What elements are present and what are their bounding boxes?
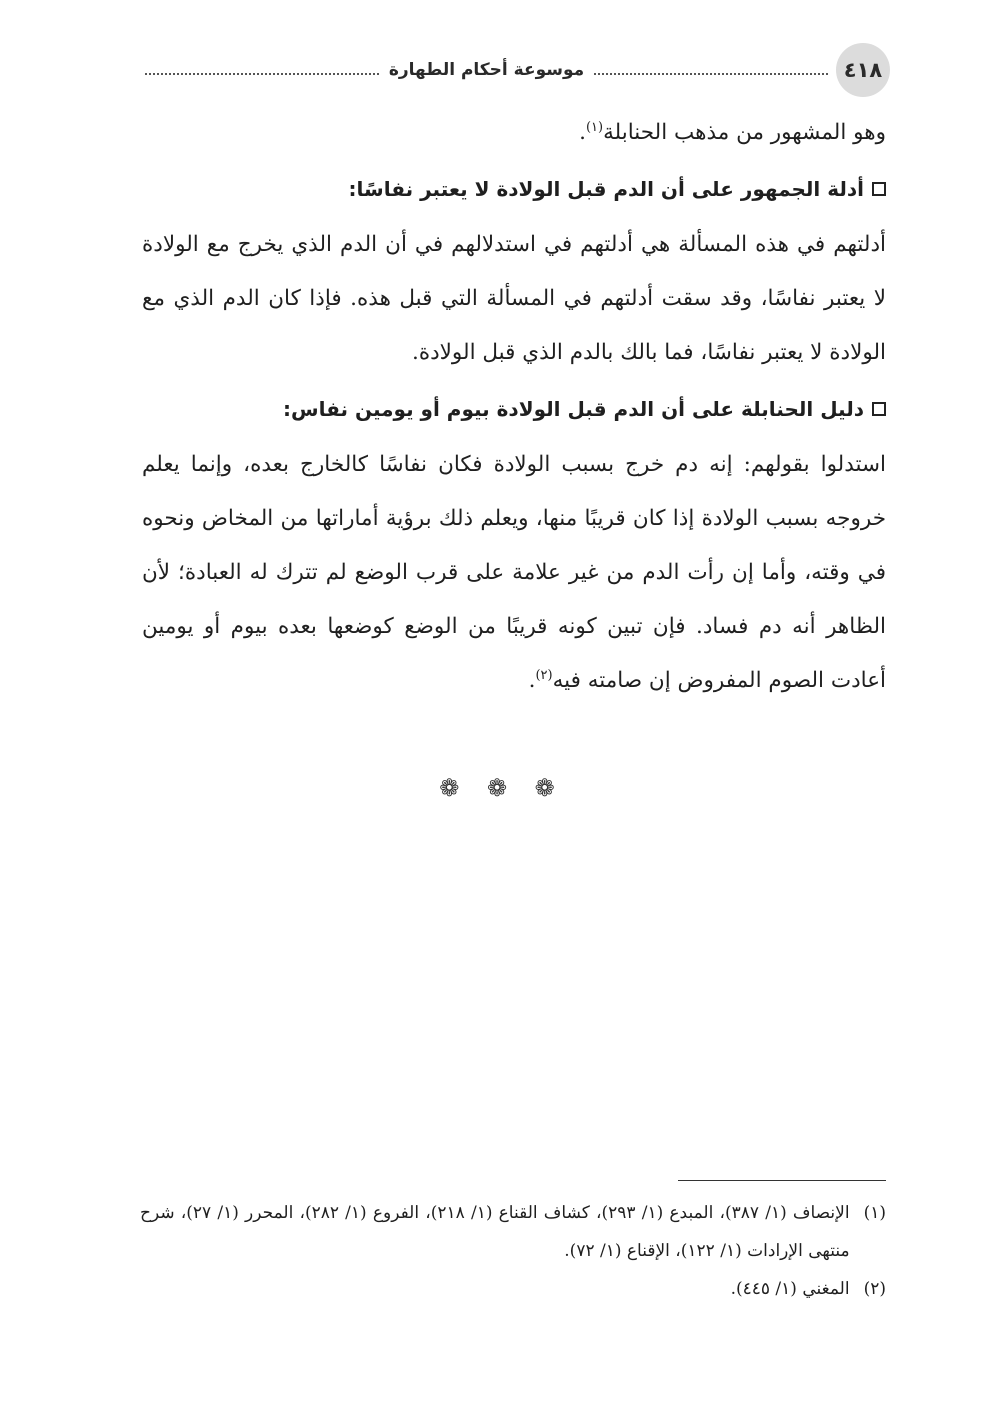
section-divider-ornament: ❁ ❁ ❁ <box>439 774 565 802</box>
header-dots-right <box>594 73 828 75</box>
book-title: موسوعة أحكام الطهارة <box>388 60 585 80</box>
square-bullet-icon <box>872 182 886 196</box>
opening-line-end: . <box>579 120 586 145</box>
paragraph-majority-evidence: أدلتهم في هذه المسألة هي أدلتهم في استدلالهم في أن الدم الذي يخرج مع الولادة لا يعتبر نفاسًا، وقد سقت أدلتهم في المسألة التي قبل هذه. فإذا كان الدم الذي مع الولادة لا يعتبر نفاسًا، فما بالك بالدم الذي قبل الولادة. <box>142 232 886 365</box>
section-heading-majority-text: أدلة الجمهور على أن الدم قبل الولادة لا يعتبر نفاسًا: <box>348 177 864 201</box>
section-heading-hanbali <box>142 380 886 438</box>
footnote-number: (٢) <box>863 1279 886 1299</box>
header-dots-left <box>145 73 379 75</box>
footnote-item <box>140 1194 886 1270</box>
header-title-line <box>145 57 828 83</box>
paragraph-hanbali-end: . <box>528 668 536 693</box>
footnote-number: (١) <box>863 1203 886 1223</box>
footnote-marker-1[interactable]: (١) <box>585 119 604 135</box>
footnote-marker-2[interactable]: (٢) <box>535 667 553 683</box>
footnote-separator <box>678 1180 886 1181</box>
section-heading-hanbali-text: دليل الحنابلة على أن الدم قبل الولادة بيوم أو يومين نفاس: <box>283 397 864 421</box>
page-header <box>145 43 890 99</box>
footnote-item <box>140 1270 886 1308</box>
footnotes-section <box>140 1194 886 1308</box>
paragraph-hanbali-evidence <box>142 438 886 708</box>
page-content <box>142 106 886 708</box>
section-heading-majority <box>142 160 886 218</box>
footnote-text: المغني (١/ ٤٤٥). <box>730 1279 850 1299</box>
footnote-text: الإنصاف (١/ ٣٨٧)، المبدع (١/ ٢٩٣)، كشاف القناع (١/ ٢١٨)، الفروع (١/ ٢٨٢)، المحرر (١/ ٢٧)، شرح منتهى الإرادات (١/ ١٢٢)، الإقناع (١/ ٧٢). <box>140 1203 850 1261</box>
page-number: ٤١٨ <box>836 43 890 97</box>
square-bullet-icon <box>872 402 886 416</box>
paragraph-hanbali-text: استدلوا بقولهم: إنه دم خرج بسبب الولادة فكان نفاسًا كالخارج بعده، وإنما يعلم خروجه بسبب الولادة إذا كان قريبًا منها، ويعلم ذلك برؤية أماراتها من المخاض ونحوه في وقته، وأما إن رأت الدم من غير علامة على قرب الوضع لم تترك له العبادة؛ لأن الظاهر أنه دم فساد. فإن تبين كونه قريبًا من الوضع كوضعها بعده بيوم أو يومين أعادت الصوم المفروض إن صامته فيه <box>142 452 886 693</box>
opening-line-text: وهو المشهور من مذهب الحنابلة <box>603 120 886 145</box>
opening-paragraph <box>142 106 886 160</box>
